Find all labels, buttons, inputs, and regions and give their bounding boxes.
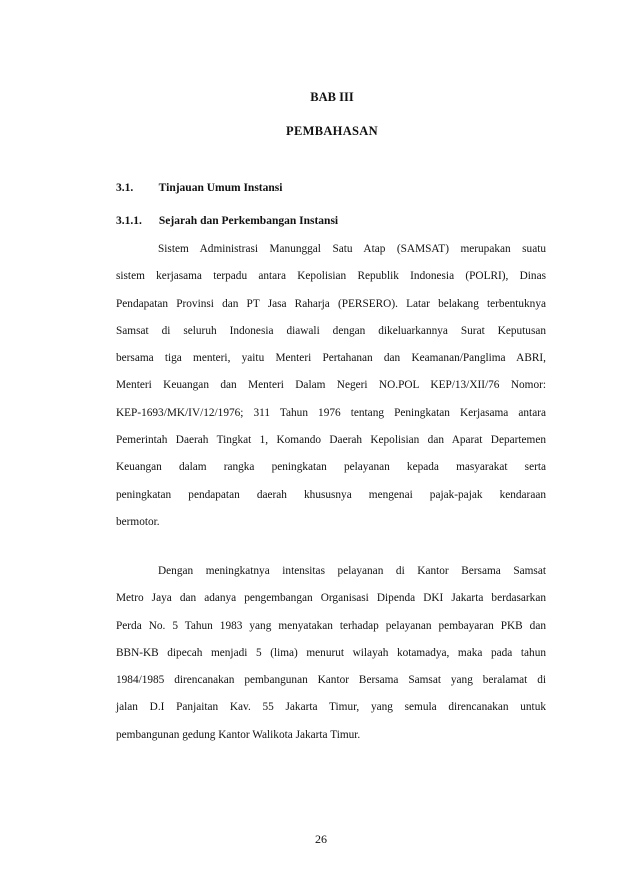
section-number: 3.1.: [116, 182, 134, 194]
paragraph-line: pembangunan gedung Kantor Walikota Jakarta Timur.: [116, 728, 361, 741]
paragraph-line: 1984/1985 direncanakan pembangunan Kantor Bersama Samsat yang beralamat di: [116, 674, 546, 687]
paragraph-line: peningkatan pendapatan daerah khususnya mengenai pajak-pajak kendaraan: [116, 488, 546, 501]
paragraph-line: Pemerintah Daerah Tingkat 1, Komando Daerah Kepolisian dan Aparat Departemen: [116, 434, 546, 447]
page-number: 26: [315, 832, 327, 846]
section-number: 3.1.1.: [116, 215, 142, 227]
paragraph-line: Pendapatan Provinsi dan PT Jasa Raharja (PERSERO). Latar belakang terbentuknya: [116, 297, 546, 310]
paragraph-line: bersama tiga menteri, yaitu Menteri Pertahanan dan Keamanan/Panglima ABRI,: [116, 352, 546, 365]
section-label: Sejarah dan Perkembangan Instansi: [158, 215, 339, 227]
paragraph-1: [116, 236, 546, 536]
paragraph-line: KEP-1693/MK/IV/12/1976; 311 Tahun 1976 tentang Peningkatan Kerjasama antara: [116, 406, 546, 419]
chapter-title: PEMBAHASAN: [286, 124, 378, 138]
paragraph-line: Sistem Administrasi Manunggal Satu Atap (SAMSAT) merupakan suatu: [158, 243, 546, 255]
paragraph-line: jalan D.I Panjaitan Kav. 55 Jakarta Timur, yang semula direncanakan untuk: [116, 701, 546, 714]
paragraph-line: Keuangan dalam rangka peningkatan pelayanan kepada masyarakat serta: [116, 461, 546, 474]
paragraph-line: Dengan meningkatnya intensitas pelayanan di Kantor Bersama Samsat: [158, 565, 546, 577]
chapter-heading: BAB III: [310, 90, 354, 104]
paragraph-line: Samsat di seluruh Indonesia diawali dengan dikeluarkannya Surat Keputusan: [116, 324, 546, 337]
paragraph-line: Perda No. 5 Tahun 1983 yang menyatakan terhadap pelayanan pembayaran PKB dan: [116, 619, 546, 632]
paragraph-line: Menteri Keuangan dan Menteri Dalam Negeri NO.POL KEP/13/XII/76 Nomor:: [116, 379, 546, 392]
paragraph-line: Metro Jaya dan adanya pengembangan Organisasi Dipenda DKI Jakarta berdasarkan: [116, 592, 546, 605]
section-heading-3-1-1: [116, 215, 338, 227]
section-heading-3-1: [116, 182, 282, 194]
paragraph-line: bermotor.: [116, 515, 160, 528]
section-label: Tinjauan Umum Instansi: [158, 182, 283, 194]
paragraph-line: sistem kerjasama terpadu antara Kepolisian Republik Indonesia (POLRI), Dinas: [116, 270, 546, 283]
paragraph-2: [116, 558, 546, 749]
paragraph-line: BBN-KB dipecah menjadi 5 (lima) menurut wilayah kotamadya, maka pada tahun: [116, 646, 546, 659]
